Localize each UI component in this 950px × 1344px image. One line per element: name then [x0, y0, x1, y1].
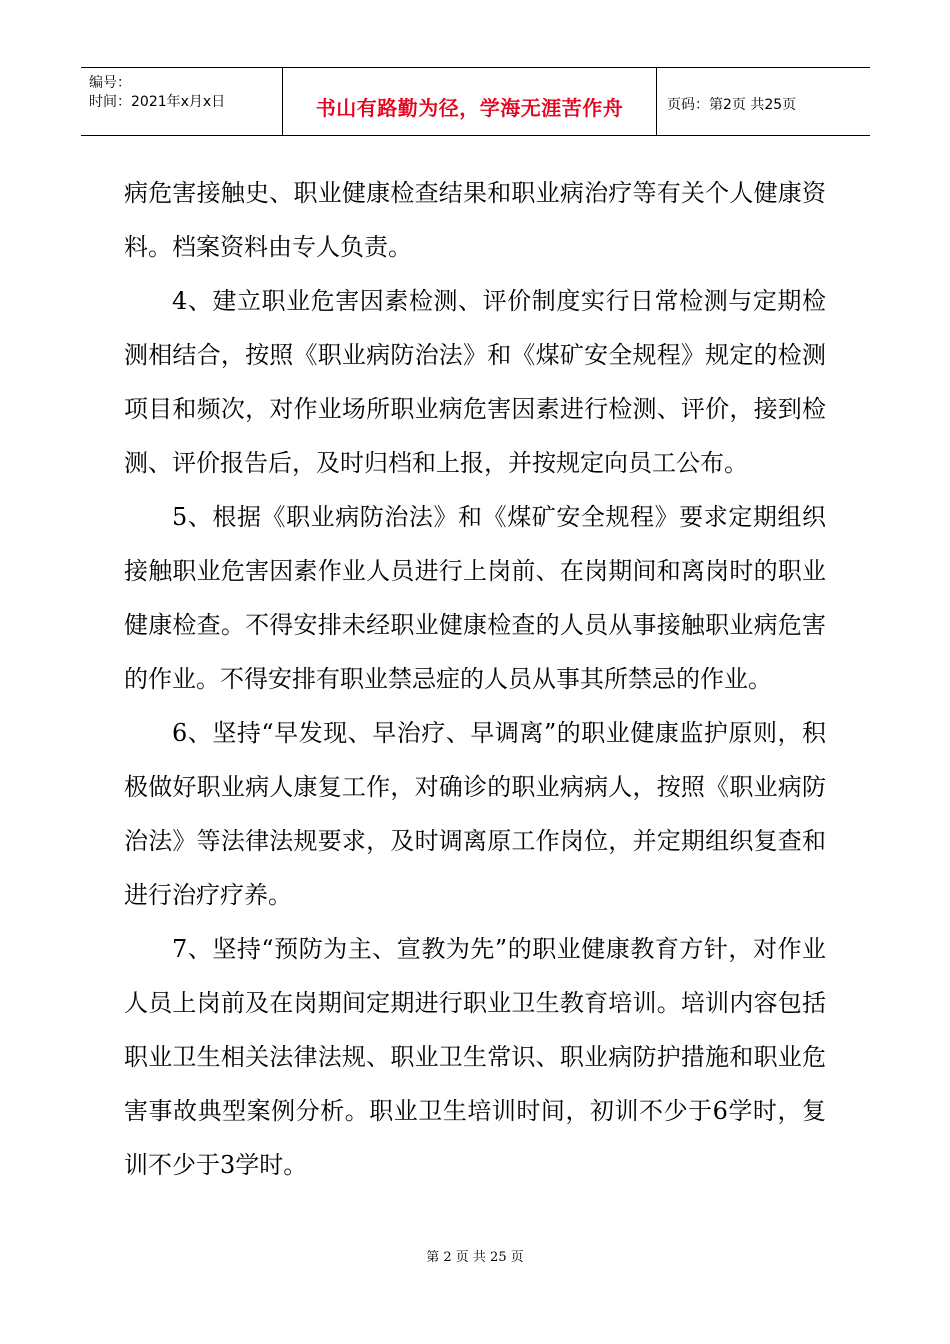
header-meta-cell [81, 68, 283, 135]
paragraph-item-6: 6、坚持“早发现、早治疗、早调离”的职业健康监护原则，积极做好职业病人康复工作，对确诊的职业病病人，按照《职业病防治法》等法律法规要求，及时调离原工作岗位，并定期组织复查和进行治疗疗养。 [124, 719, 826, 909]
header-motto: 书山有路勤为径，学海无涯苦作舟 [315, 96, 624, 120]
document-number-label: 编号： [89, 75, 131, 91]
paragraph-continued: 病危害接触史、职业健康检查结果和职业病治疗等有关个人健康资料。档案资料由专人负责。 [124, 179, 826, 261]
header-motto-cell [283, 68, 657, 135]
document-time-label: 时间：2021年x月x日 [89, 94, 226, 110]
paragraph-item-5: 5、根据《职业病防治法》和《煤矿安全规程》要求定期组织接触职业危害因素作业人员进行上岗前、在岗期间和离岗时的职业健康检查。不得安排未经职业健康检查的人员从事接触职业病危害的作业。不得安排有职业禁忌症的人员从事其所禁忌的作业。 [124, 503, 826, 693]
paragraph-item-7: 7、坚持“预防为主、宣教为先”的职业健康教育方针，对作业人员上岗前及在岗期间定期进行职业卫生教育培训。培训内容包括职业卫生相关法律法规、职业卫生常识、职业病防护措施和职业危害事故典型案例分析。职业卫生培训时间，初训不少于6学时，复训不少于3学时。 [124, 935, 826, 1179]
page-header [81, 67, 870, 136]
paragraph-item-4: 4、建立职业危害因素检测、评价制度实行日常检测与定期检测相结合，按照《职业病防治法》和《煤矿安全规程》规定的检测项目和频次，对作业场所职业病危害因素进行检测、评价，接到检测、评价报告后，及时归档和上报，并按规定向员工公布。 [124, 287, 826, 477]
header-page-cell [657, 68, 870, 135]
page-footer: 第 2 页 共 25 页 [426, 1250, 524, 1265]
document-body [124, 166, 826, 1192]
header-page-info: 页码：第2页 共25页 [667, 97, 797, 113]
